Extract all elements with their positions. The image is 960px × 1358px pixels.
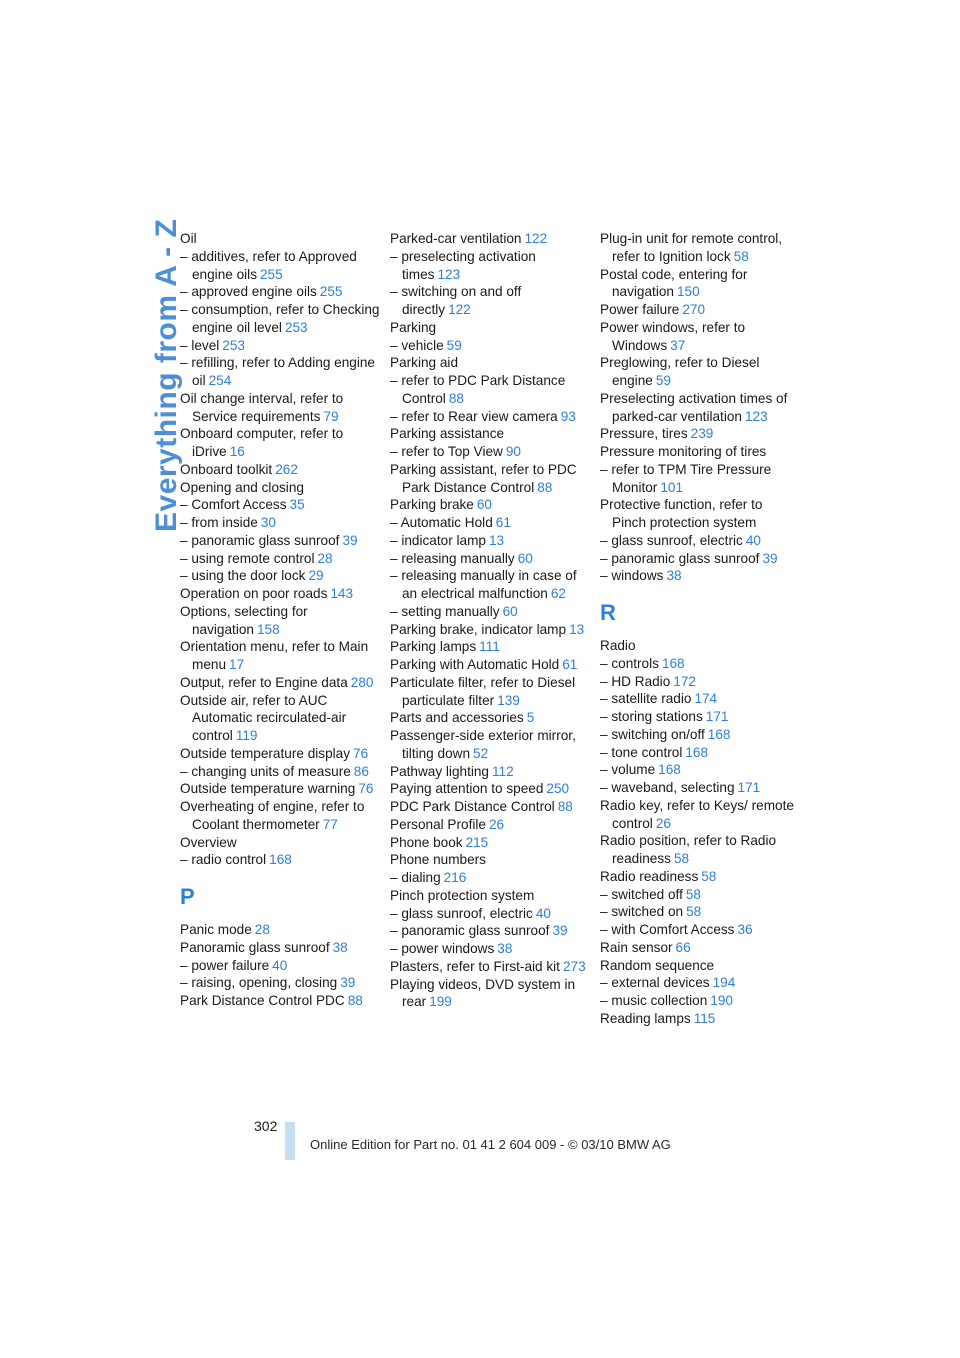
entry-text: – using the door lock [180, 568, 306, 584]
page-reference-link[interactable]: 37 [670, 337, 686, 353]
page-reference-link[interactable]: 253 [222, 337, 245, 353]
entry-text: Parking brake, indicator lamp [390, 621, 567, 637]
entry-text: Orientation menu, refer to Main menu [180, 639, 369, 672]
entry-text: Overview [180, 834, 237, 850]
page-reference-link[interactable]: 168 [707, 726, 731, 742]
index-entry [180, 550, 380, 568]
index-entry [390, 496, 590, 514]
index-entry [600, 567, 800, 585]
index-entry [390, 461, 590, 497]
index-entry [600, 301, 800, 319]
index-entry [600, 230, 800, 266]
index-entry [180, 957, 380, 975]
page-reference-link[interactable]: 171 [705, 709, 729, 724]
page-reference-link[interactable]: 119 [235, 728, 258, 743]
entry-text: Pressure monitoring of tires [600, 444, 767, 459]
page-reference-link[interactable]: 168 [685, 744, 709, 760]
index-entry [390, 372, 590, 408]
page-reference-link[interactable]: 76 [358, 781, 374, 797]
entry-text: Oil [180, 231, 197, 246]
entry-text: – power failure [180, 957, 270, 973]
index-entry [600, 690, 800, 708]
page-reference-link[interactable]: 139 [497, 692, 520, 708]
entry-text: – glass sunroof, electric [390, 905, 533, 921]
entry-text: – refilling, refer to Adding engine oil [180, 355, 375, 388]
page-reference-link[interactable]: 58 [686, 904, 702, 920]
index-entry [600, 390, 800, 426]
index-entry [600, 550, 800, 568]
index-entry [600, 744, 800, 762]
index-entry [390, 283, 590, 319]
entry-text: – changing units of measure [180, 763, 351, 779]
entry-text: – releasing manually in case of an electrical malfunction [390, 568, 577, 601]
page-reference-link[interactable]: 112 [492, 763, 514, 779]
page-reference-link[interactable]: 59 [655, 373, 671, 388]
entry-text: Personal Profile [390, 816, 486, 832]
page-reference-link[interactable]: 16 [229, 444, 245, 459]
index-entry [390, 337, 590, 355]
index-entry [390, 621, 590, 639]
index-entry [180, 834, 380, 852]
entry-text: – switching on/off [600, 726, 705, 742]
entry-text: – refer to Top View [390, 444, 503, 459]
page-reference-link[interactable]: 30 [260, 515, 276, 530]
index-entry [390, 674, 590, 710]
page-reference-link[interactable]: 13 [569, 621, 585, 637]
footer-text: Online Edition for Part no. 01 41 2 604 009 - © 03/10 BMW AG [310, 1137, 671, 1152]
page-reference-link[interactable]: 60 [517, 550, 533, 566]
entry-text: Paying attention to speed [390, 781, 544, 797]
page-reference-link[interactable]: 174 [694, 691, 718, 707]
entry-text: – power windows [390, 941, 495, 956]
index-entry [390, 656, 590, 674]
index-entry [390, 443, 590, 461]
page-reference-link[interactable]: 239 [690, 426, 714, 442]
index-entry [180, 337, 380, 355]
index-entry [180, 496, 380, 514]
index-entry [600, 974, 800, 992]
page-reference-link[interactable]: 253 [284, 319, 308, 335]
index-entry [600, 496, 800, 532]
entry-text: Parking assistant, refer to PDC Park Distance Control [390, 461, 577, 495]
page-reference-link[interactable]: 273 [562, 958, 586, 974]
index-entry [390, 940, 590, 958]
entry-text: – consumption, refer to Checking engine oil level [180, 302, 380, 335]
page-reference-link[interactable]: 60 [502, 603, 518, 619]
page-reference-link[interactable]: 61 [562, 657, 578, 672]
index-entry [600, 832, 800, 868]
index-entry [180, 674, 380, 692]
entry-text: Parts and accessories [390, 710, 524, 726]
entry-text: Pathway lighting [390, 763, 489, 779]
page-reference-link[interactable]: 270 [682, 302, 706, 317]
page-reference-link[interactable]: 254 [208, 373, 232, 388]
entry-text: – raising, opening, closing [180, 975, 338, 991]
page-reference-link[interactable]: 88 [448, 390, 464, 406]
index-entry [180, 532, 380, 550]
entry-text: Parking lamps [390, 639, 477, 655]
page-reference-link[interactable]: 58 [685, 886, 701, 902]
index-entry [180, 585, 380, 603]
page-reference-link[interactable]: 17 [229, 657, 245, 672]
entry-text: Playing videos, DVD system in rear [390, 976, 576, 1010]
index-entry [600, 992, 800, 1010]
index-entry [390, 230, 590, 248]
entry-text: Reading lamps [600, 1010, 691, 1026]
page-reference-link[interactable]: 143 [330, 586, 354, 601]
index-column-1 [180, 230, 380, 1010]
index-entry [390, 922, 590, 940]
page-reference-link[interactable]: 150 [676, 284, 700, 300]
entry-text: – Comfort Access [180, 497, 287, 513]
index-entry [600, 443, 800, 461]
entry-text: – windows [600, 568, 664, 584]
index-entry [600, 726, 800, 744]
index-entry [390, 851, 590, 869]
entry-text: Postal code, entering for navigation [600, 266, 748, 300]
entry-text: Overheating of engine, refer to Coolant thermometer [180, 799, 365, 832]
entry-text: Plug-in unit for remote control, refer to Ignition lock [600, 231, 783, 264]
index-entry [390, 532, 590, 550]
index-entry [390, 248, 590, 284]
index-entry [180, 425, 380, 461]
entry-text: Power windows, refer to Windows [600, 319, 746, 353]
index-entry [180, 354, 380, 390]
page-reference-link[interactable]: 39 [342, 532, 358, 548]
index-entry [180, 745, 380, 763]
entry-text: – approved engine oils [180, 284, 317, 300]
index-entry [390, 763, 590, 781]
index-entry [600, 266, 800, 302]
section-letter: R [600, 600, 616, 625]
page-reference-link[interactable]: 88 [537, 479, 553, 495]
page-reference-link[interactable]: 123 [744, 408, 768, 424]
entry-text: Opening and closing [180, 479, 304, 495]
entry-text: Operation on poor roads [180, 586, 328, 601]
page-reference-link[interactable]: 158 [256, 621, 280, 637]
entry-text: – preselecting activation times [390, 248, 536, 282]
page-reference-link[interactable]: 171 [737, 780, 761, 795]
entry-text: – with Comfort Access [600, 922, 735, 937]
entry-text: Panic mode [180, 922, 252, 937]
page-reference-link[interactable]: 59 [446, 337, 462, 353]
entry-text: – satellite radio [600, 691, 692, 707]
page-reference-link[interactable]: 40 [535, 905, 551, 921]
entry-text: – panoramic glass sunroof [600, 550, 760, 566]
page-reference-link[interactable]: 215 [465, 834, 489, 850]
index-entry [180, 780, 380, 798]
page-reference-link[interactable]: 13 [488, 532, 505, 548]
index-entry [390, 798, 590, 816]
index-entry [600, 779, 800, 797]
page-reference-link[interactable]: 77 [322, 816, 338, 832]
entry-text: – dialing [390, 870, 441, 885]
index-entry [180, 763, 380, 781]
entry-text: Radio [600, 638, 636, 653]
entry-text: Preselecting activation times of parked-car ventilation [600, 390, 788, 424]
page-reference-link[interactable]: 26 [488, 816, 505, 832]
page-reference-link[interactable]: 86 [353, 763, 369, 779]
index-entry [180, 230, 380, 248]
page-reference-link[interactable]: 255 [260, 266, 283, 282]
entry-text: Plasters, refer to First-aid kit [390, 958, 560, 974]
index-entry [180, 248, 380, 284]
entry-text: – indicator lamp [390, 532, 486, 548]
index-entry [390, 958, 590, 976]
page-reference-link[interactable]: 39 [340, 975, 356, 991]
page-reference-link[interactable]: 172 [673, 673, 696, 689]
index-entry [180, 390, 380, 426]
entry-text: – using remote control [180, 550, 315, 566]
page-reference-link[interactable]: 58 [701, 868, 717, 884]
index-entry [180, 692, 380, 745]
page-reference-link[interactable]: 35 [289, 497, 305, 513]
page-reference-link[interactable]: 93 [560, 408, 576, 424]
sidebar-title [120, 218, 183, 532]
index-entry [600, 939, 800, 957]
index-entry [390, 905, 590, 923]
index-entry [180, 974, 380, 992]
entry-text: – Automatic Hold [390, 515, 493, 530]
entry-text: Oil change interval, refer to Service requirements [180, 390, 344, 424]
entry-text: Onboard computer, refer to iDrive [180, 426, 344, 459]
page-reference-link[interactable]: 168 [661, 655, 685, 671]
page-reference-link[interactable]: 62 [550, 586, 566, 601]
entry-text: Radio key, refer to Keys/ remote control [600, 797, 794, 831]
index-entry [600, 655, 800, 673]
index-entry [180, 992, 380, 1010]
index-entry [600, 797, 800, 833]
page-reference-link[interactable]: 168 [269, 852, 292, 868]
entry-text: Parking assistance [390, 426, 505, 442]
index-entry [600, 708, 800, 726]
page-reference-link[interactable]: 199 [429, 994, 452, 1010]
index-entry [390, 408, 590, 426]
index-entry [600, 319, 800, 355]
index-entry [600, 461, 800, 497]
entry-text: Radio position, refer to Radio readiness [600, 833, 777, 866]
entry-text: Particulate filter, refer to Diesel particulate filter [390, 674, 576, 708]
page-number: 302 [254, 1118, 278, 1134]
index-entry [600, 354, 800, 390]
footer-accent-bar [285, 1122, 295, 1160]
index-entry [600, 761, 800, 779]
page-reference-link[interactable]: 39 [552, 923, 568, 939]
entry-text: Parking with Automatic Hold [390, 657, 560, 672]
index-entry [600, 921, 800, 939]
index-column-3 [600, 230, 800, 1028]
index-entry [180, 603, 380, 639]
entry-text: – refer to TPM Tire Pressure Monitor [600, 461, 772, 495]
page-reference-link[interactable]: 60 [476, 497, 492, 513]
entry-text: Output, refer to Engine data [180, 674, 348, 690]
entry-text: Random sequence [600, 957, 715, 973]
entry-text: – level [180, 337, 220, 353]
entry-text: Phone numbers [390, 852, 486, 868]
index-entry [600, 425, 800, 443]
index-entry [180, 301, 380, 337]
entry-text: Park Distance Control PDC [180, 993, 345, 1008]
entry-text: Parking aid [390, 355, 459, 371]
page-reference-link[interactable]: 58 [733, 248, 749, 264]
entry-text: – releasing manually [390, 550, 515, 566]
page-reference-link[interactable]: 90 [505, 444, 521, 459]
index-entry [180, 283, 380, 301]
page-reference-link[interactable]: 122 [448, 302, 471, 317]
page-reference-link[interactable]: 280 [350, 674, 374, 690]
entry-text: Phone book [390, 834, 463, 850]
page-reference-link[interactable]: 36 [737, 922, 753, 937]
index-entry [180, 638, 380, 674]
page-reference-link[interactable]: 40 [272, 957, 288, 973]
index-entry [600, 886, 800, 904]
index-entry [600, 532, 800, 550]
entry-text: – controls [600, 655, 659, 671]
entry-text: Outside temperature warning [180, 781, 356, 797]
index-column-2 [390, 230, 590, 1011]
page-reference-link[interactable]: 115 [693, 1010, 716, 1026]
index-entry [390, 354, 590, 372]
index-entry [600, 673, 800, 691]
entry-text: – additives, refer to Approved engine oils [180, 248, 357, 282]
page-reference-link[interactable]: 101 [660, 479, 684, 495]
entry-text: – from inside [180, 515, 258, 530]
entry-text: – external devices [600, 975, 710, 991]
entry-text: Onboard toolkit [180, 461, 273, 477]
entry-text: Parking [390, 319, 437, 335]
page-reference-link[interactable]: 111 [479, 639, 500, 655]
index-entry [390, 709, 590, 727]
page-reference-link[interactable]: 194 [712, 975, 736, 991]
index-entry [180, 567, 380, 585]
page-reference-link[interactable]: 66 [675, 939, 691, 955]
index-entry [600, 868, 800, 886]
entry-text: – switched on [600, 904, 684, 920]
entry-text: Passenger-side exterior mirror, tilting down [390, 728, 576, 761]
page-reference-link[interactable]: 28 [317, 550, 333, 566]
page-reference-link[interactable]: 216 [443, 870, 467, 885]
entry-text: Outside temperature display [180, 745, 351, 761]
page-reference-link[interactable]: 58 [673, 851, 690, 866]
page-reference-link[interactable]: 122 [524, 231, 548, 246]
index-entry [390, 550, 590, 568]
index-entry [180, 939, 380, 957]
entry-text: Preglowing, refer to Diesel engine [600, 355, 760, 388]
entry-text: – volume [600, 762, 656, 778]
page-reference-link[interactable]: 88 [557, 799, 573, 814]
index-entry [390, 514, 590, 532]
entry-text: – storing stations [600, 709, 703, 724]
page-reference-link[interactable]: 255 [319, 284, 343, 300]
index-entry [390, 869, 590, 887]
entry-text: – setting manually [390, 603, 500, 619]
entry-text: PDC Park Distance Control [390, 799, 555, 814]
index-entry [390, 638, 590, 656]
page-reference-link[interactable]: 40 [745, 532, 761, 548]
index-entry [390, 567, 590, 603]
entry-text: Pressure, tires [600, 426, 688, 442]
entry-text: Parking brake [390, 497, 474, 513]
page-reference-link[interactable]: 250 [546, 781, 570, 797]
page-reference-link[interactable]: 38 [497, 941, 513, 956]
entry-text: Radio readiness [600, 868, 699, 884]
index-entry [390, 319, 590, 337]
index-entry [600, 637, 800, 655]
index-entry [600, 957, 800, 975]
index-entry [600, 903, 800, 921]
entry-text: Parked-car ventilation [390, 231, 522, 246]
entry-text: – switched off [600, 886, 683, 902]
index-entry [180, 479, 380, 497]
page-reference-link[interactable]: 29 [308, 568, 324, 584]
index-entry [390, 603, 590, 621]
entry-text: Pinch protection system [390, 887, 535, 903]
page-reference-link[interactable]: 79 [323, 408, 339, 424]
page-reference-link[interactable]: 168 [658, 762, 681, 778]
entry-text: – refer to PDC Park Distance Control [390, 373, 566, 406]
entry-text: – refer to Rear view camera [390, 408, 558, 424]
entry-text: Protective function, refer to Pinch protection system [600, 497, 763, 530]
entry-text: Panoramic glass sunroof [180, 939, 330, 955]
index-entry [180, 921, 380, 939]
index-entry [390, 976, 590, 1012]
index-entry [600, 1010, 800, 1028]
index-entry [390, 727, 590, 763]
page-reference-link[interactable]: 88 [347, 993, 363, 1008]
sidebar-title-text: Everything from A - Z [150, 218, 183, 532]
section-letter: P [180, 884, 195, 909]
index-entry [180, 851, 380, 869]
page-reference-link[interactable]: 52 [473, 745, 489, 761]
page-reference-link[interactable]: 28 [254, 922, 270, 937]
entry-text: – vehicle [390, 337, 444, 353]
page-reference-link[interactable]: 262 [275, 461, 298, 477]
index-entry [390, 780, 590, 798]
index-entry [390, 816, 590, 834]
index-entry [180, 514, 380, 532]
entry-text: – radio control [180, 852, 267, 868]
page-reference-link[interactable]: 5 [526, 710, 535, 726]
index-entry [390, 425, 590, 443]
index-entry [390, 887, 590, 905]
entry-text: – panoramic glass sunroof [390, 923, 550, 939]
entry-text: Rain sensor [600, 939, 673, 955]
entry-text: – HD Radio [600, 673, 671, 689]
index-entry [180, 798, 380, 834]
entry-text: – music collection [600, 993, 708, 1008]
page-reference-link[interactable]: 39 [762, 550, 778, 566]
entry-text: Options, selecting for navigation [180, 603, 308, 637]
entry-text: – switching on and off directly [390, 284, 522, 317]
entry-text: Power failure [600, 302, 680, 317]
page-reference-link[interactable]: 61 [495, 515, 511, 530]
entry-text: – waveband, selecting [600, 780, 735, 795]
index-entry [390, 834, 590, 852]
page-reference-link[interactable]: 190 [710, 993, 733, 1008]
entry-text: – glass sunroof, electric [600, 532, 743, 548]
entry-text: – tone control [600, 744, 683, 760]
page-reference-link[interactable]: 38 [666, 568, 682, 584]
page-reference-link[interactable]: 26 [655, 815, 671, 831]
page-reference-link[interactable]: 38 [332, 939, 348, 955]
index-entry [180, 461, 380, 479]
entry-text: – panoramic glass sunroof [180, 532, 340, 548]
page-reference-link[interactable]: 76 [353, 745, 369, 761]
page-reference-link[interactable]: 123 [437, 266, 461, 282]
entry-text: Outside air, refer to AUC Automatic recirculated-air control [180, 692, 347, 743]
